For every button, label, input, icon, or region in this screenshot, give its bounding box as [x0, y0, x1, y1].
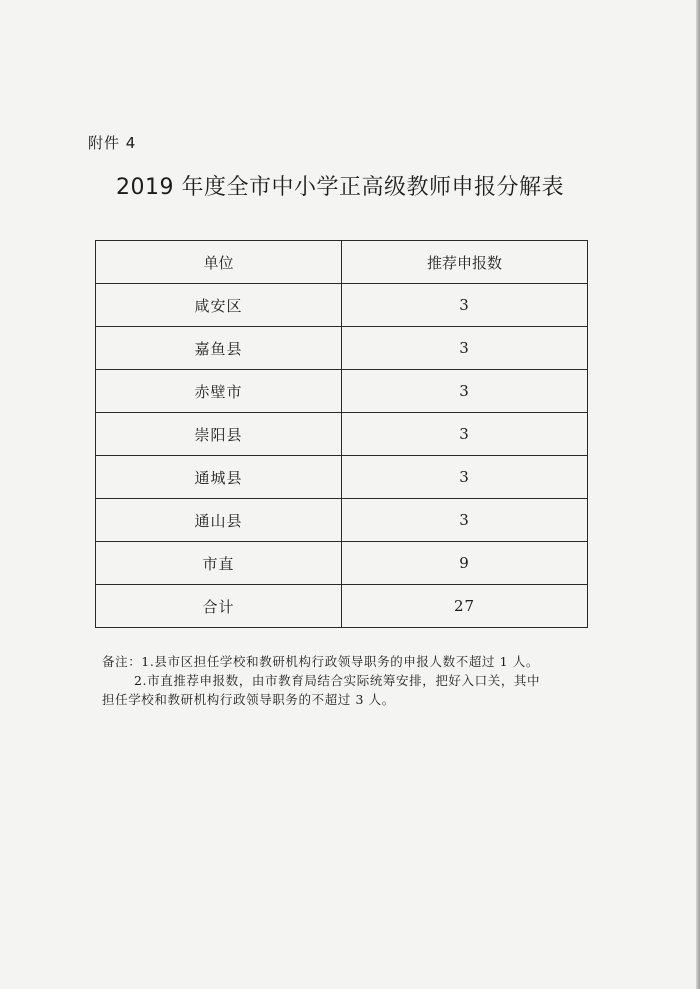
table-row [96, 456, 588, 499]
count-cell: 3 [342, 413, 588, 456]
unit-cell: 通城县 [96, 456, 342, 499]
page-title: 2019 年度全市中小学正高级教师申报分解表 [116, 175, 564, 200]
note-line-2: 2.市直推荐申报数，由市教育局结合实际统筹安排，把好入口关，其中 [134, 673, 541, 688]
total-count-cell: 27 [342, 585, 588, 628]
count-cell: 3 [342, 370, 588, 413]
note-line-1: 备注：1.县市区担任学校和教研机构行政领导职务的申报人数不超过 1 人。 [102, 654, 539, 669]
table-row [96, 327, 588, 370]
count-cell: 3 [342, 456, 588, 499]
count-cell: 3 [342, 327, 588, 370]
total-label-cell: 合计 [96, 585, 342, 628]
unit-cell: 咸安区 [96, 284, 342, 327]
unit-cell: 通山县 [96, 499, 342, 542]
notes [102, 652, 622, 709]
table-total-row [96, 585, 588, 628]
table-row [96, 413, 588, 456]
table-row [96, 284, 588, 327]
count-cell: 3 [342, 499, 588, 542]
note-line-3: 担任学校和教研机构行政领导职务的不超过 3 人。 [102, 692, 395, 707]
count-cell: 3 [342, 284, 588, 327]
header-unit: 单位 [96, 241, 342, 284]
unit-cell: 崇阳县 [96, 413, 342, 456]
unit-cell: 赤壁市 [96, 370, 342, 413]
table-row [96, 542, 588, 585]
table-header-row [96, 241, 588, 284]
count-cell: 9 [342, 542, 588, 585]
table-row [96, 499, 588, 542]
unit-cell: 嘉鱼县 [96, 327, 342, 370]
table-row [96, 370, 588, 413]
allocation-table [95, 240, 588, 628]
attachment-label: 附件 4 [88, 134, 137, 152]
unit-cell: 市直 [96, 542, 342, 585]
scan-edge [696, 0, 700, 989]
header-recommended-count: 推荐申报数 [342, 241, 588, 284]
